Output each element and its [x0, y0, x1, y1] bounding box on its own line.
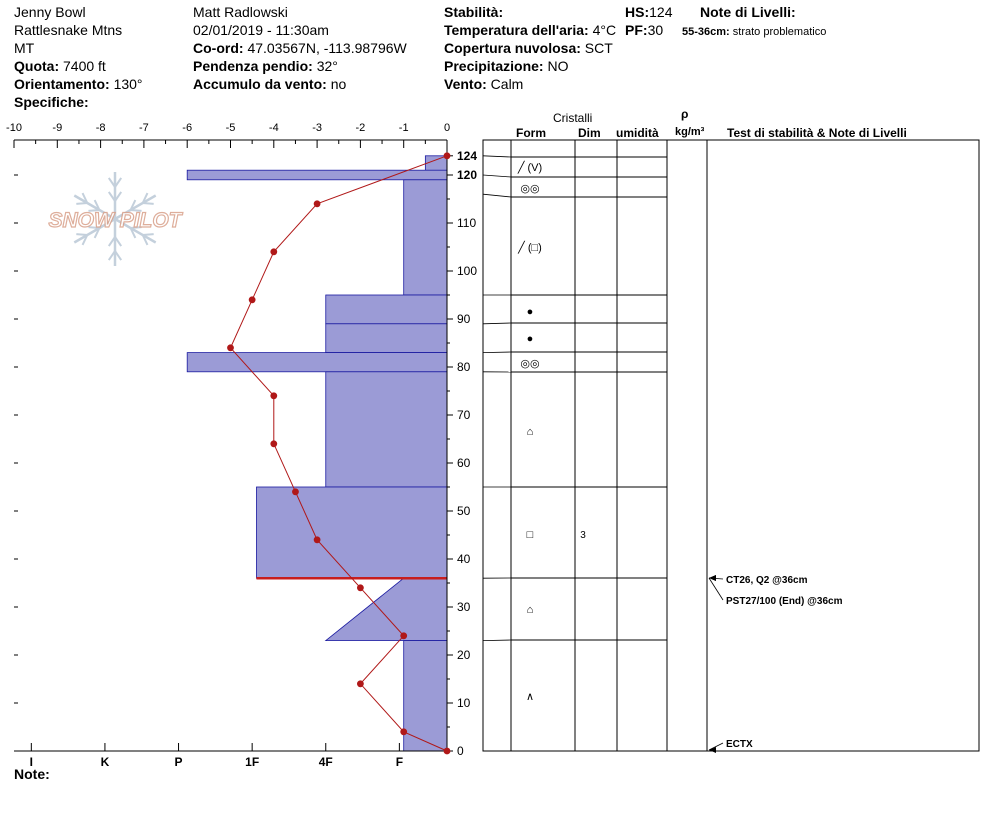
- crystal-form: □: [526, 529, 534, 541]
- form-header: Form: [516, 126, 546, 140]
- snowflake-branch: [143, 234, 154, 235]
- hardness-layer: [326, 578, 447, 640]
- height-tick-label: 50: [457, 504, 471, 518]
- pf-value: 30: [647, 22, 664, 38]
- height-tick-label: 124: [457, 148, 478, 163]
- aspect-label: Orientamento:: [14, 76, 110, 92]
- crystal-form: ●: [526, 306, 534, 318]
- test-notes: [709, 575, 843, 753]
- test-note-arrow: [709, 578, 723, 600]
- hs-label: HS:: [625, 4, 650, 20]
- height-tick-label: 120: [457, 168, 478, 182]
- hardness-tick-label: 1F: [245, 755, 260, 769]
- crystal-size: 3: [580, 530, 586, 541]
- aspect-value: 130°: [113, 76, 143, 92]
- temp-tick-label: -2: [355, 122, 366, 134]
- layer-connector: [483, 323, 511, 324]
- hardness-tick-label: K: [100, 755, 110, 769]
- snowflake-branch: [76, 203, 87, 204]
- layer-connector: [483, 175, 511, 177]
- temperature-point: [357, 584, 364, 591]
- temp-tick-label: -10: [6, 122, 22, 134]
- crystal-form: ◎◎: [520, 183, 540, 195]
- height-tick-label: 10: [457, 696, 471, 710]
- temperature-point: [270, 440, 277, 447]
- temperature-point: [444, 748, 451, 755]
- state: MT: [14, 40, 35, 56]
- temperature-point: [270, 248, 277, 255]
- hardness-layer: [326, 372, 447, 487]
- test-note: PST27/100 (End) @36cm: [726, 596, 843, 607]
- snowpilot-watermark: [49, 172, 184, 266]
- pf-label: PF:: [625, 22, 648, 38]
- hardness-layer: [404, 180, 447, 295]
- wind-loading-value: no: [330, 76, 347, 92]
- temp-tick-label: -7: [139, 122, 149, 134]
- temperature-point: [314, 536, 321, 543]
- height-tick-label: 0: [457, 744, 464, 758]
- note-label: Note:: [14, 766, 50, 782]
- layer-note-text: strato problematico: [732, 26, 827, 38]
- crystal-form: ●: [526, 333, 534, 345]
- cloud-label: Copertura nuvolosa:: [444, 40, 581, 56]
- layer-connector: [483, 352, 511, 353]
- crystal-table: [483, 140, 979, 751]
- test-note: CT26, Q2 @36cm: [726, 575, 808, 586]
- crystal-form: ◎◎: [520, 358, 540, 370]
- temp-tick-label: -8: [95, 122, 106, 134]
- temperature-point: [249, 296, 256, 303]
- temperature-point: [270, 392, 277, 399]
- coords-value: 47.03567N, -113.98796W: [247, 40, 407, 56]
- crystal-form: ⌂: [526, 426, 534, 438]
- hardness-tick-label: I: [29, 755, 33, 769]
- location-name: Jenny Bowl: [14, 4, 86, 20]
- height-tick-label: 70: [457, 408, 471, 422]
- height-tick-label: 60: [457, 456, 471, 470]
- layer-connector: [483, 156, 511, 157]
- elevation-label: Quota:: [14, 58, 60, 74]
- layer-connector: [483, 640, 511, 641]
- slope-value: 32°: [316, 58, 338, 74]
- wind-label: Vento:: [444, 76, 487, 92]
- layer-note-range: 55-36cm:: [682, 26, 730, 38]
- wind-value: Calm: [490, 76, 524, 92]
- crystal-form: ⌂: [526, 604, 534, 616]
- layer-notes-label: Note di Livelli:: [700, 4, 796, 20]
- crystal-form: ╱ (□): [518, 242, 542, 254]
- hardness-layer: [326, 295, 447, 324]
- test-note: ECTX: [726, 739, 753, 750]
- height-tick-label: 40: [457, 552, 471, 566]
- tests-header: Test di stabilità & Note di Livelli: [727, 126, 907, 140]
- stability-label: Stabilità:: [444, 4, 504, 20]
- hardness-layer: [256, 487, 447, 578]
- elevation-value: 7400 ft: [63, 58, 106, 74]
- temperature-point: [444, 152, 451, 159]
- hardness-layers: [187, 156, 447, 751]
- temperature-point: [357, 680, 364, 687]
- snowflake-branch: [76, 234, 87, 235]
- layer-connector: [483, 194, 511, 197]
- hardness-layer: [187, 353, 447, 372]
- height-tick-label: 30: [457, 600, 471, 614]
- temp-tick-label: -1: [398, 122, 409, 134]
- crystal-form: ∧: [525, 691, 535, 703]
- wind-loading-label: Accumulo da vento:: [193, 76, 327, 92]
- datetime: 02/01/2019 - 11:30am: [193, 22, 329, 38]
- temp-tick-label: -3: [312, 122, 322, 134]
- watermark-text: SNOW PILOT: [48, 209, 182, 232]
- density-symbol: ρ: [681, 107, 689, 121]
- moisture-header: umidità: [616, 126, 659, 140]
- temperature-point: [227, 344, 234, 351]
- slope-label: Pendenza pendio:: [193, 58, 313, 74]
- temperature-point: [400, 632, 407, 639]
- observer: Matt Radlowski: [193, 4, 288, 20]
- temp-tick-label: -6: [182, 122, 193, 134]
- crystal-form: ╱ (V): [517, 162, 543, 174]
- air-temp-value: 4°C: [592, 22, 617, 38]
- size-header: Dim: [578, 126, 601, 140]
- height-tick-label: 80: [457, 360, 471, 374]
- table-frame: [483, 140, 979, 751]
- temp-tick-label: 0: [443, 122, 451, 134]
- hardness-layer: [187, 170, 447, 180]
- mountain-range: Rattlesnake Mtns: [14, 22, 123, 38]
- height-tick-label: 90: [457, 312, 471, 326]
- precip-value: NO: [547, 58, 569, 74]
- temp-tick-label: -4: [268, 122, 279, 134]
- temperature-point: [314, 200, 321, 207]
- hardness-tick-label: P: [174, 755, 183, 769]
- temp-tick-label: -9: [52, 122, 63, 134]
- temperature-point: [400, 728, 407, 735]
- air-temp-label: Temperatura dell'aria:: [444, 22, 589, 38]
- hs-value: 124: [649, 4, 673, 20]
- crystals-header: Cristalli: [553, 111, 593, 125]
- coords-label: Co-ord:: [193, 40, 244, 56]
- cloud-value: SCT: [584, 40, 613, 56]
- hardness-layer: [326, 324, 447, 353]
- hardness-tick-label: F: [395, 755, 404, 769]
- precip-label: Precipitazione:: [444, 58, 544, 74]
- hardness-tick-label: 4F: [318, 755, 333, 769]
- snowflake-branch: [143, 203, 154, 204]
- specifics-label: Specifiche:: [14, 94, 89, 110]
- height-tick-label: 100: [457, 264, 478, 278]
- height-tick-label: 20: [457, 648, 471, 662]
- density-unit: kg/m³: [675, 126, 705, 138]
- height-tick-label: 110: [457, 216, 477, 230]
- temp-tick-label: -5: [225, 122, 236, 134]
- temperature-point: [292, 488, 299, 495]
